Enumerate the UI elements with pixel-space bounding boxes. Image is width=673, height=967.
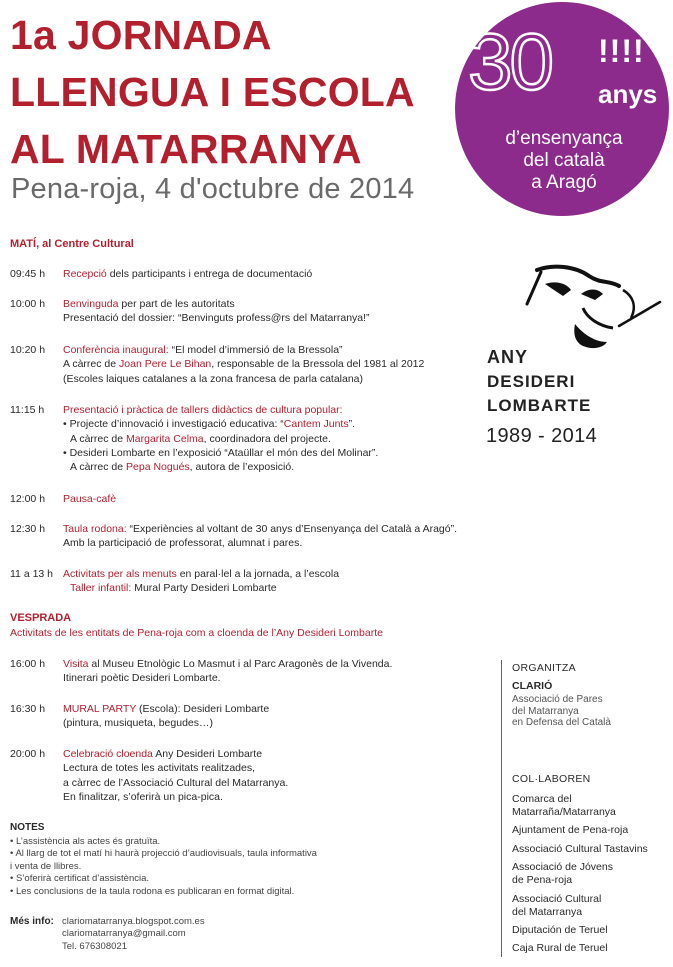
note-line: i venta de llibres. — [10, 860, 82, 872]
item-text: (Escoles laiques catalanes a la zona francesa de parla catalana) — [63, 372, 364, 385]
title-line-1: 1a JORNADA — [10, 12, 272, 58]
desideri-label: DESIDERI — [487, 372, 576, 391]
title-line-2: LLENGUA I ESCOLA — [10, 69, 415, 115]
organitza-heading: ORGANITZA — [512, 662, 576, 674]
project-name: Cantem Junts — [283, 418, 349, 431]
item-text: , coordinadora del projecte. — [203, 432, 331, 445]
collaborator-item — [512, 861, 613, 886]
item-time: 09:45 h — [10, 268, 46, 280]
evening-heading: VESPRADA — [10, 612, 72, 624]
collaborator-item — [512, 824, 628, 837]
item-time: 20:00 h — [10, 748, 46, 760]
item-title: Pausa-cafè — [63, 493, 117, 505]
item-text: Itinerari poètic Desideri Lombarte. — [63, 672, 221, 685]
item-time: 11:15 h — [10, 404, 45, 416]
item-text: • Projecte d’innovació i investigació educativa: “ — [63, 418, 284, 431]
collaborator-item — [512, 893, 601, 918]
collaborator-line: del Matarranya — [512, 905, 583, 918]
organizer-description — [512, 694, 611, 729]
badge-exclamations: !!!! — [598, 33, 645, 69]
phone-number: Tel. 676308021 — [62, 940, 127, 952]
notes-heading: NOTES — [10, 822, 45, 833]
collaborator-line: Associació de Jóvens — [512, 861, 613, 873]
note-line: • S’oferirà certificat d’assistència. — [10, 873, 150, 885]
item-text: Mural Party Desideri Lombarte — [131, 582, 277, 595]
collaborator-item — [512, 793, 616, 818]
item-time: 16:30 h — [10, 703, 46, 715]
collaborator-line: Matarraña/Matarranya — [512, 805, 616, 818]
item-title: Taula rodona: — [63, 523, 127, 535]
item-text: “El model d’immersió de la Bressola” — [168, 344, 343, 356]
item-text: al Museu Etnològic Lo Masmut i al Parc Aragonès de la Vivenda. — [88, 658, 393, 670]
any-label: ANY — [487, 347, 529, 367]
item-text: dels participants i entrega de documentació — [106, 268, 313, 280]
collaborator-item — [512, 843, 648, 856]
organizer-description-line: Associació de Pares — [512, 694, 603, 705]
more-info-label: Més info: — [10, 916, 54, 927]
item-text: (pintura, musiqueta, begudes…) — [63, 717, 213, 730]
item-time: 12:30 h — [10, 523, 46, 535]
item-time: 12:00 h — [10, 493, 46, 505]
collaborator-item — [512, 924, 608, 937]
email-link[interactable]: clariomatarranya@gmail.com — [62, 928, 186, 940]
lombarte-label: LOMBARTE — [487, 396, 592, 415]
badge-caption-line-3: a Aragó — [531, 172, 597, 193]
collaborator-line: Associació Cultural — [512, 893, 602, 905]
item-title: Presentació i pràctica de tallers didàctics de cultura popular: — [63, 404, 343, 416]
item-text: en paral·lel a la jornada, a l’escola — [176, 568, 340, 580]
item-title: Celebració cloenda — [63, 748, 153, 760]
item-title: MURAL PARTY — [63, 703, 137, 715]
item-text: A càrrec de — [70, 432, 127, 445]
collaboren-heading: COL·LABOREN — [512, 773, 591, 785]
item-text: “Experiències al voltant de 30 anys d’Ensenyança del Català a Aragó”. — [126, 523, 458, 535]
evening-subheading: Activitats de les entitats de Pena-roja com a cloenda de l’Any Desideri Lombarte — [10, 627, 383, 639]
divider-line — [501, 660, 502, 957]
item-time: 10:20 h — [10, 344, 46, 356]
collaborator-line: Caja Rural de Teruel — [512, 942, 608, 954]
event-date-place: Pena-roja, 4 d'octubre de 2014 — [11, 173, 415, 205]
badge-anys: anys — [598, 79, 658, 109]
badge-caption-line-1: d’ensenyança — [505, 128, 623, 149]
item-time: 11 a 13 h — [10, 568, 54, 580]
notes-list — [10, 836, 317, 898]
item-text: A càrrec de — [70, 461, 127, 474]
badge-caption-line-2: del català — [523, 150, 605, 171]
note-line: • Al llarg de tot el matí hi haurà projecció d’audiovisuals, taula informativa — [10, 848, 317, 860]
item-text: Amb la participació de professorat, alumnat i pares. — [63, 537, 303, 550]
note-line: • L’assistència als actes és gratuïta. — [10, 836, 161, 847]
title-line-3: AL MATARRANYA — [10, 126, 362, 172]
item-title: Benvinguda — [63, 298, 119, 310]
collaborator-line: Comarca del — [512, 793, 572, 805]
collaborator-line: Ajuntament de Pena-roja — [512, 824, 629, 836]
organizer-description-line: en Defensa del Català — [512, 717, 611, 728]
morning-heading: MATÍ, al Centre Cultural — [10, 238, 134, 250]
organizer-name: CLARIÓ — [512, 680, 553, 692]
speaker-name: Pepa Nogués — [126, 461, 190, 474]
item-text: Any Desideri Lombarte — [152, 748, 263, 760]
item-title: Activitats per als menuts — [63, 568, 177, 580]
workshop-label: Taller infantil: — [70, 582, 132, 595]
item-text: , autora de l’exposició. — [189, 461, 295, 474]
item-text: a càrrec de l’Associació Cultural del Matarranya. — [63, 776, 289, 789]
item-time: 16:00 h — [10, 658, 46, 670]
note-line: • Les conclusions de la taula rodona es publicaran en format digital. — [10, 885, 295, 897]
item-text: En finalitzar, s’oferirà un pica-pica. — [63, 790, 223, 803]
contact-info — [62, 916, 205, 953]
collaborator-line: Diputación de Teruel — [512, 924, 608, 936]
item-text: Presentació del dossier: “Benvinguts profess@rs del Matarranya!” — [63, 312, 370, 325]
organizer-description-line: del Matarranya — [512, 705, 579, 717]
item-title: Recepció — [63, 268, 107, 280]
item-text: , responsable de la Bressola del 1981 al 2012 — [211, 358, 425, 371]
badge-caption — [476, 128, 652, 194]
desideri-portrait-icon — [523, 262, 663, 352]
item-text: A càrrec de — [63, 358, 120, 371]
speaker-name: Margarita Celma — [126, 432, 204, 445]
collaborator-line: Associació Cultural Tastavins — [512, 843, 648, 855]
speaker-name: Joan Pere Le Bihan — [119, 358, 212, 371]
collaborator-item — [512, 942, 608, 955]
collaborator-line: de Pena-roja — [512, 873, 573, 886]
item-title: Conferència inaugural: — [63, 344, 169, 356]
commemoration-years: 1989 - 2014 — [486, 425, 598, 447]
item-title: Visita — [63, 658, 89, 670]
item-text: ”. — [348, 418, 355, 431]
item-text: Lectura de totes les activitats realitzades, — [63, 762, 256, 775]
item-text: per part de les autoritats — [118, 298, 235, 310]
blog-link[interactable]: clariomatarranya.blogspot.com.es — [62, 916, 205, 927]
item-time: 10:00 h — [10, 298, 46, 310]
badge-number: 30 — [468, 17, 551, 106]
item-text: • Desideri Lombarte en l’exposició “Ataüllar el món des del Molinar”. — [63, 446, 379, 459]
item-text: (Escola): Desideri Lombarte — [136, 703, 270, 715]
